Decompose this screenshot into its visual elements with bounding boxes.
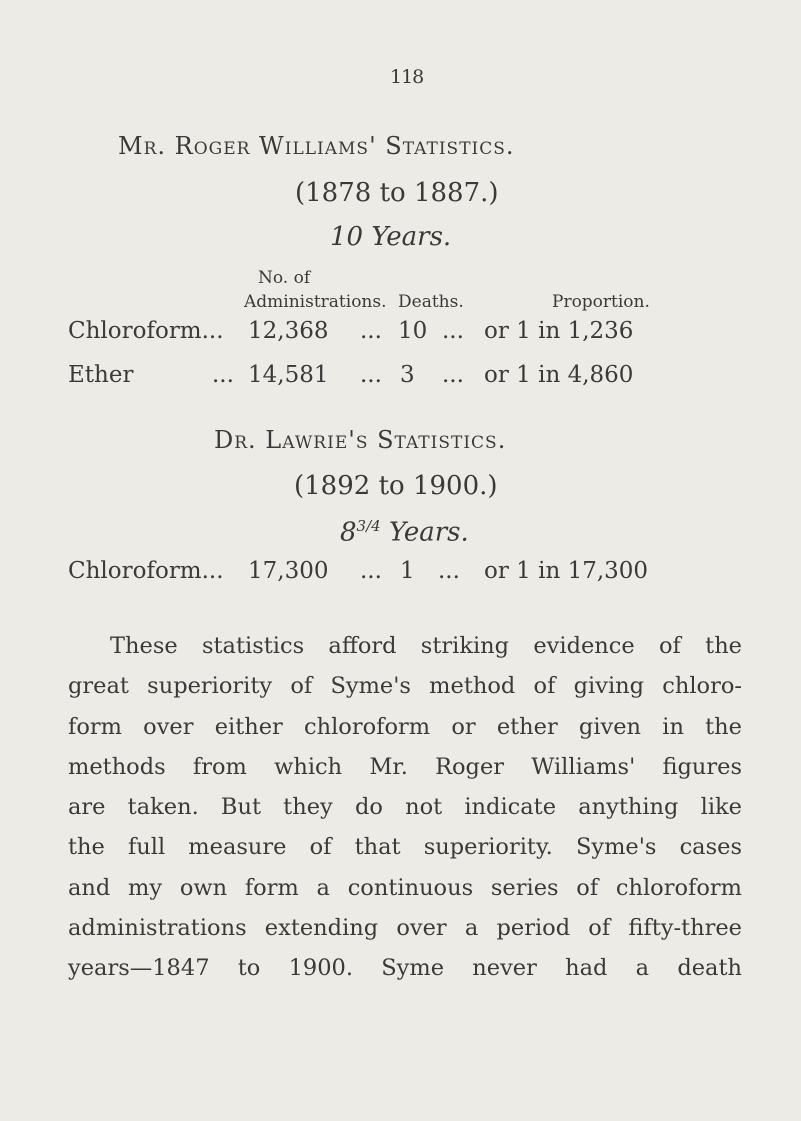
paragraph-line: great superiority of Syme's method of giving chloro-	[68, 673, 742, 700]
administrations-cell: 14,581	[248, 362, 329, 388]
section2-period: (1892 to 1900.)	[294, 471, 498, 501]
section1-period: (1878 to 1887.)	[295, 178, 499, 208]
paragraph-line: years—1847 to 1900. Syme never had a death	[68, 955, 742, 982]
table-row-chloroform	[0, 318, 801, 350]
duration-whole: 8	[340, 517, 357, 548]
separator: ...	[360, 318, 382, 344]
paragraph-line: are taken. But they do not indicate anything like	[68, 794, 742, 821]
body-paragraph	[68, 633, 742, 996]
table-row-ether	[0, 362, 801, 394]
page-number: 118	[390, 66, 424, 88]
administrations-cell: 12,368	[248, 318, 329, 344]
column-header-deaths: Deaths.	[398, 292, 464, 312]
section1-duration: 10 Years.	[330, 222, 452, 252]
column-header-no-of: No. of	[258, 268, 311, 288]
proportion-cell: or 1 in 17,300	[484, 558, 649, 584]
paragraph-line: and my own form a continuous series of chloroform	[68, 874, 742, 901]
paragraph-line: form over either chloroform or ether given in the	[68, 713, 742, 740]
deaths-cell: 10	[398, 318, 428, 344]
agent-cell: Ether	[68, 362, 134, 388]
separator: ...	[438, 558, 460, 584]
separator: ...	[442, 362, 464, 388]
agent-cell: Chloroform...	[68, 318, 224, 344]
section2-title: Dr. Lawrie's Statistics.	[214, 426, 507, 454]
separator: ...	[212, 362, 234, 388]
proportion-cell: or 1 in 1,236	[484, 318, 634, 344]
duration-word: Years.	[388, 517, 469, 548]
table-row-chloroform-lawrie	[0, 558, 801, 590]
column-header-administrations: Administrations.	[244, 292, 387, 312]
duration-fraction: 3/4	[356, 517, 381, 535]
paragraph-line: methods from which Mr. Roger Williams' figures	[68, 753, 742, 780]
column-header-proportion: Proportion.	[552, 292, 650, 312]
proportion-cell: or 1 in 4,860	[484, 362, 634, 388]
separator: ...	[360, 362, 382, 388]
paragraph-line: administrations extending over a period of fifty-three	[68, 915, 742, 942]
separator: ...	[360, 558, 382, 584]
section1-title: Mr. Roger Williams' Statistics.	[118, 132, 515, 160]
separator: ...	[442, 318, 464, 344]
paragraph-line: the full measure of that superiority. Syme's cases	[68, 834, 742, 861]
deaths-cell: 1	[400, 558, 415, 584]
deaths-cell: 3	[400, 362, 415, 388]
section2-duration	[340, 517, 469, 548]
agent-cell: Chloroform...	[68, 558, 224, 584]
administrations-cell: 17,300	[248, 558, 329, 584]
paragraph-line: These statistics afford striking evidence of the	[110, 633, 742, 659]
